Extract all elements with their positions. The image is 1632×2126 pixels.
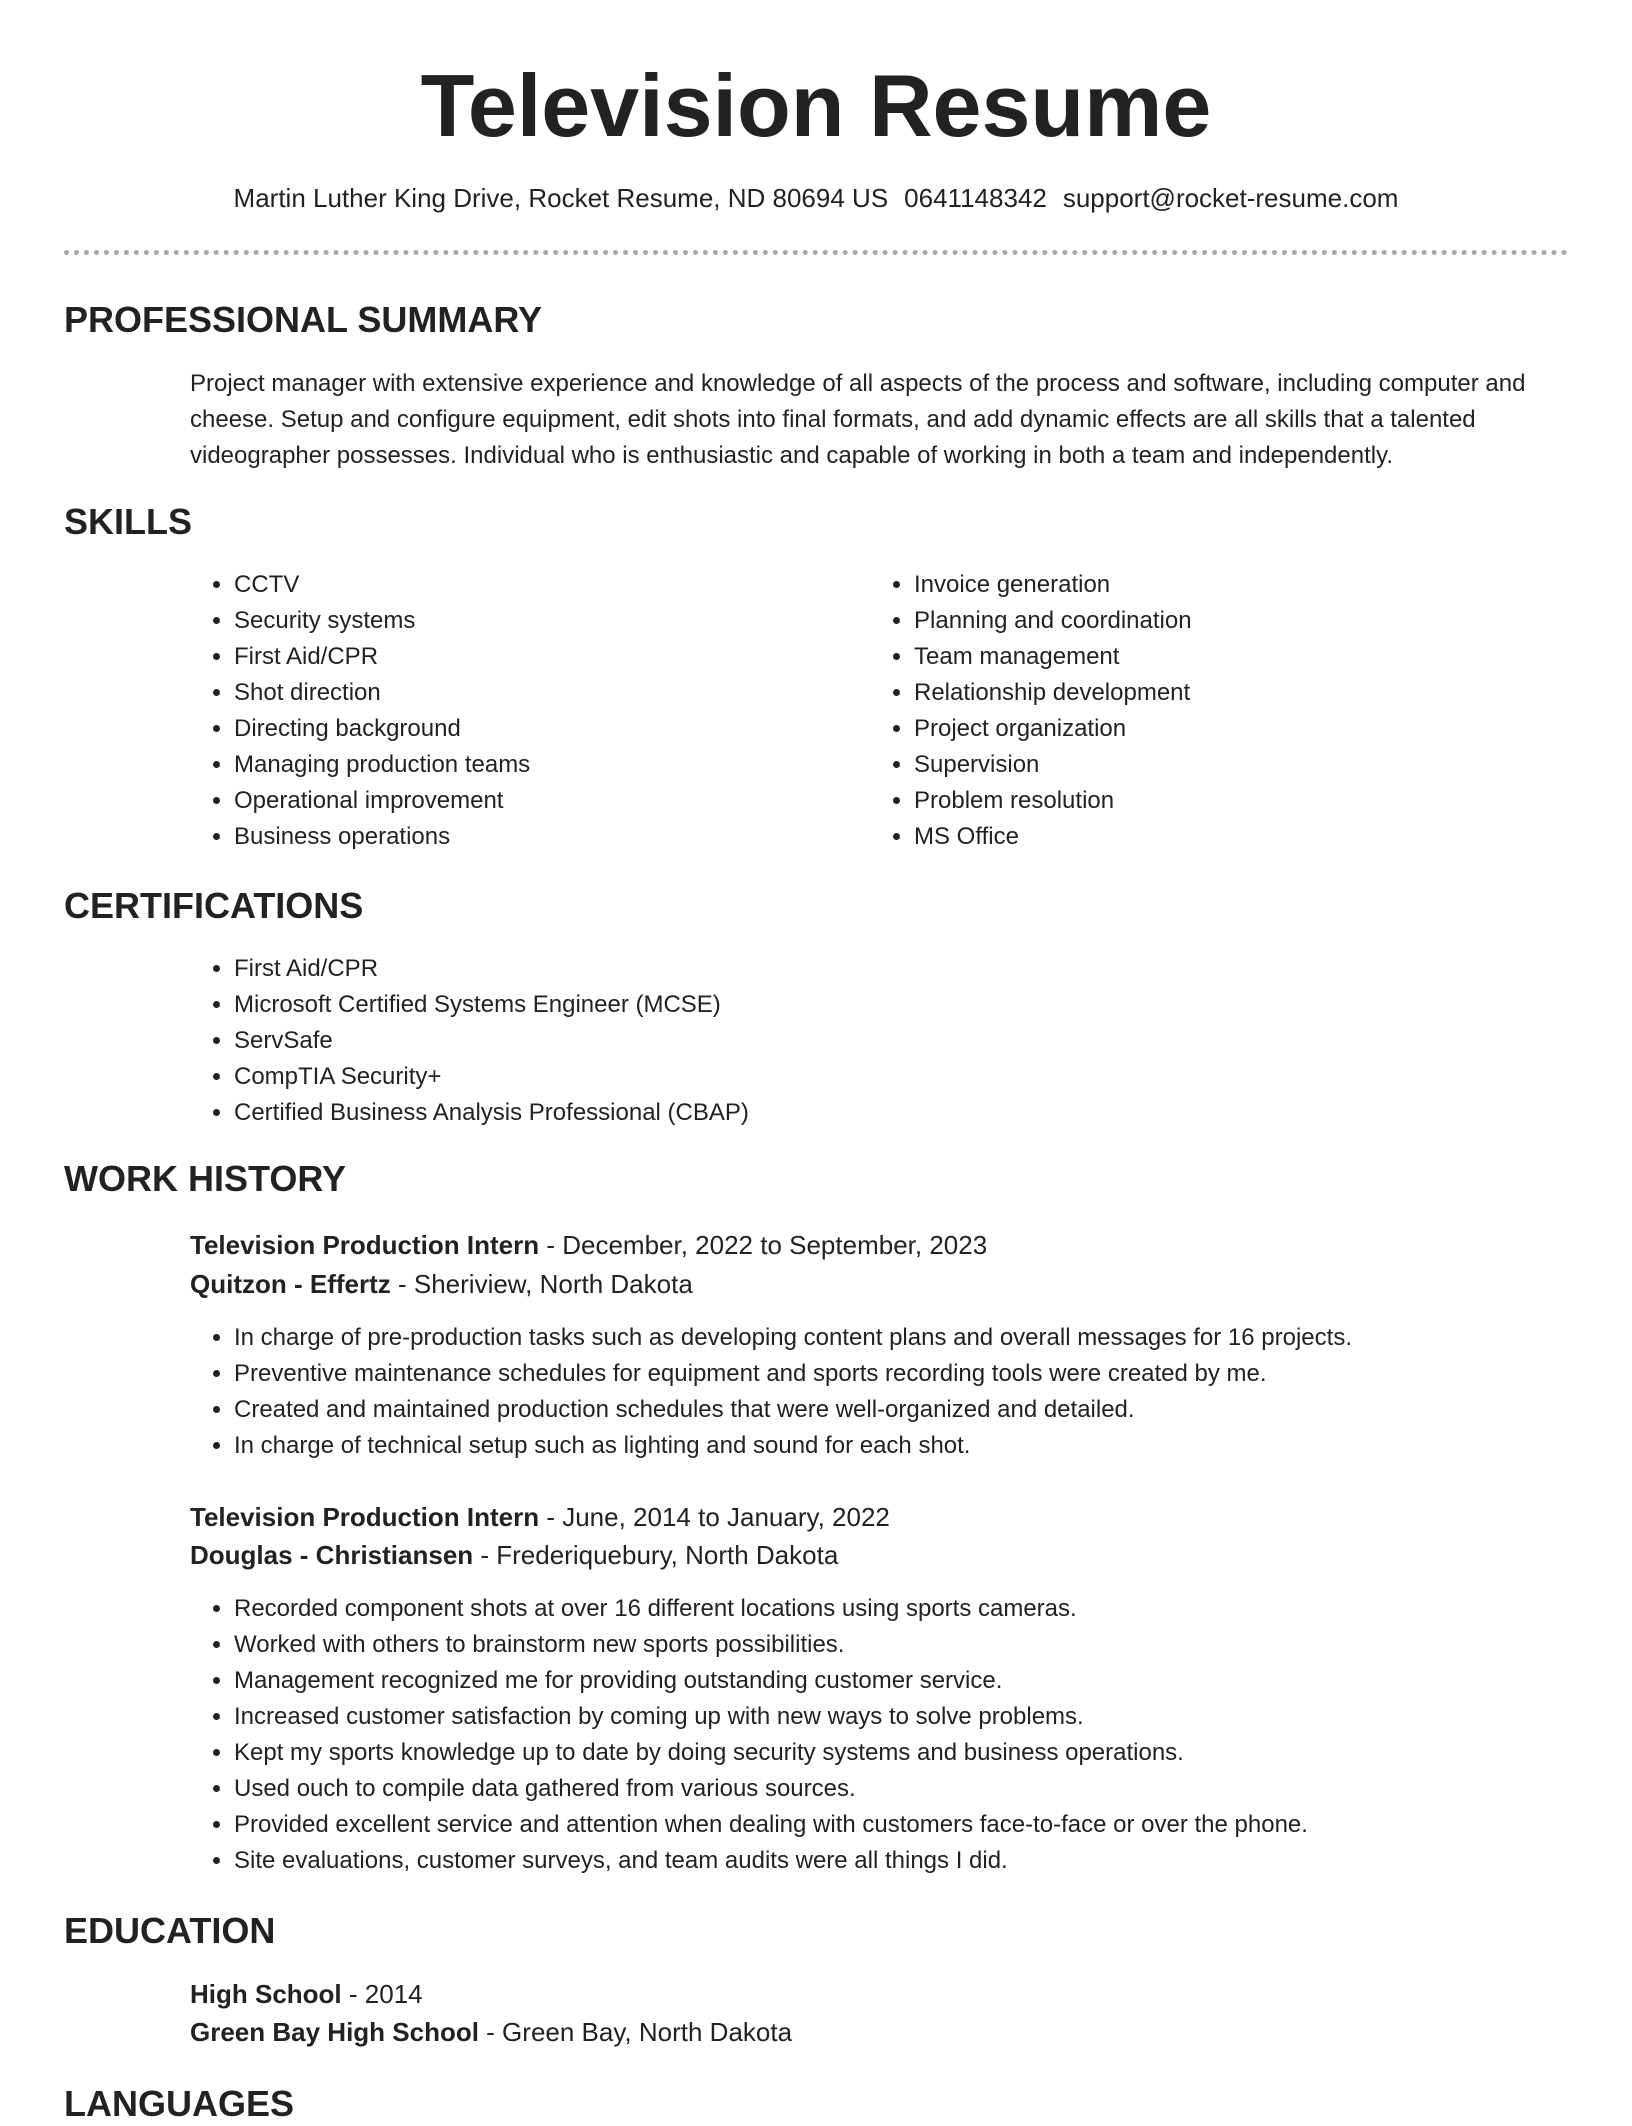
skill-item: • Team management: [914, 639, 1534, 675]
job-1-dates: - December, 2022 to September, 2023: [539, 1230, 988, 1260]
work-history-heading: WORK HISTORY: [64, 1158, 347, 1199]
skills-list-right: [870, 567, 1534, 855]
job-1-title-line: [190, 1227, 987, 1263]
skill-item: • Planning and coordination: [914, 603, 1534, 639]
contact-line: [0, 180, 1632, 216]
education-degree-line: [190, 1976, 423, 2012]
job-bullet: • Management recognized me for providing outstanding customer service.: [234, 1663, 1614, 1699]
job-2-title-line: [190, 1499, 890, 1535]
certification-item: • Certified Business Analysis Professional (CBAP): [234, 1095, 1534, 1131]
skill-item: • Invoice generation: [914, 567, 1534, 603]
skill-item: • MS Office: [914, 819, 1534, 855]
job-bullet: • In charge of technical setup such as lighting and sound for each shot.: [234, 1428, 1614, 1464]
education-heading: EDUCATION: [64, 1910, 276, 1951]
certification-item: • Microsoft Certified Systems Engineer (MCSE): [234, 987, 1534, 1023]
job-1-title: Television Production Intern: [190, 1230, 540, 1260]
job-bullet: • Kept my sports knowledge up to date by doing security systems and business operations.: [234, 1735, 1614, 1771]
skill-item: • Project organization: [914, 711, 1534, 747]
summary-text: Project manager with extensive experience and knowledge of all aspects of the process and software, including computer and cheese. Setup and configure equipment, edit shots into final formats, and add dynamic effects are all skills that a talented videographer possesses. Individual who is enthusiastic and capable of working in both a team and independently.: [190, 370, 1526, 469]
education-school: Green Bay High School: [190, 2017, 479, 2047]
job-bullet: • Used ouch to compile data gathered from various sources.: [234, 1771, 1614, 1807]
certification-item: • First Aid/CPR: [234, 951, 1534, 987]
contact-email: support@rocket-resume.com: [1062, 183, 1399, 213]
job-bullet: • Worked with others to brainstorm new sports possibilities.: [234, 1627, 1614, 1663]
skills-heading: SKILLS: [64, 501, 193, 542]
skill-item: • Shot direction: [234, 675, 854, 711]
header-divider: [64, 250, 1568, 255]
certification-item: • ServSafe: [234, 1023, 1534, 1059]
contact-phone: 0641148342: [904, 183, 1047, 213]
job-bullet: • Increased customer satisfaction by coming up with new ways to solve problems.: [234, 1699, 1614, 1735]
skill-item: • Operational improvement: [234, 783, 854, 819]
job-bullet: • Site evaluations, customer surveys, and team audits were all things I did.: [234, 1843, 1614, 1879]
skill-item: • Managing production teams: [234, 747, 854, 783]
job-2-dates: - June, 2014 to January, 2022: [539, 1502, 890, 1532]
skill-item: • Problem resolution: [914, 783, 1534, 819]
certifications-list: [190, 951, 1534, 1131]
skill-item: • CCTV: [234, 567, 854, 603]
job-bullet: • In charge of pre-production tasks such as developing content plans and overall messages for 16 projects.: [234, 1320, 1614, 1356]
job-2-company: Douglas - Christiansen: [190, 1540, 474, 1570]
certification-item: • CompTIA Security+: [234, 1059, 1534, 1095]
job-1-company: Quitzon - Effertz: [190, 1269, 391, 1299]
job-1-location: - Sheriview, North Dakota: [390, 1269, 693, 1299]
skill-item: • Business operations: [234, 819, 854, 855]
job-2-title: Television Production Intern: [190, 1502, 540, 1532]
job-1-bullets: [190, 1320, 1614, 1464]
job-bullet: • Preventive maintenance schedules for equipment and sports recording tools were created by me.: [234, 1356, 1614, 1392]
education-location: - Green Bay, North Dakota: [478, 2017, 793, 2047]
skill-item: • Directing background: [234, 711, 854, 747]
education-degree: High School: [190, 1979, 342, 2009]
education-school-line: [190, 2014, 792, 2050]
job-2-bullets: [190, 1591, 1614, 1879]
skill-item: • Supervision: [914, 747, 1534, 783]
skill-item: • Security systems: [234, 603, 854, 639]
skills-list-left: [190, 567, 854, 855]
job-bullet: • Provided excellent service and attention when dealing with customers face-to-face or over the phone.: [234, 1807, 1614, 1843]
skill-item: • First Aid/CPR: [234, 639, 854, 675]
skill-item: • Relationship development: [914, 675, 1534, 711]
job-2-company-line: [190, 1537, 838, 1573]
education-year: - 2014: [341, 1979, 423, 2009]
job-1-company-line: [190, 1266, 693, 1302]
job-bullet: • Recorded component shots at over 16 different locations using sports cameras.: [234, 1591, 1614, 1627]
contact-address: Martin Luther King Drive, Rocket Resume, ND 80694 US: [233, 183, 889, 213]
summary-heading: PROFESSIONAL SUMMARY: [64, 299, 543, 340]
job-bullet: • Created and maintained production schedules that were well-organized and detailed.: [234, 1392, 1614, 1428]
resume-title: Television Resume: [420, 56, 1212, 155]
job-2-location: - Frederiquebury, North Dakota: [473, 1540, 839, 1570]
certifications-heading: CERTIFICATIONS: [64, 885, 364, 926]
languages-heading: LANGUAGES: [64, 2083, 295, 2124]
